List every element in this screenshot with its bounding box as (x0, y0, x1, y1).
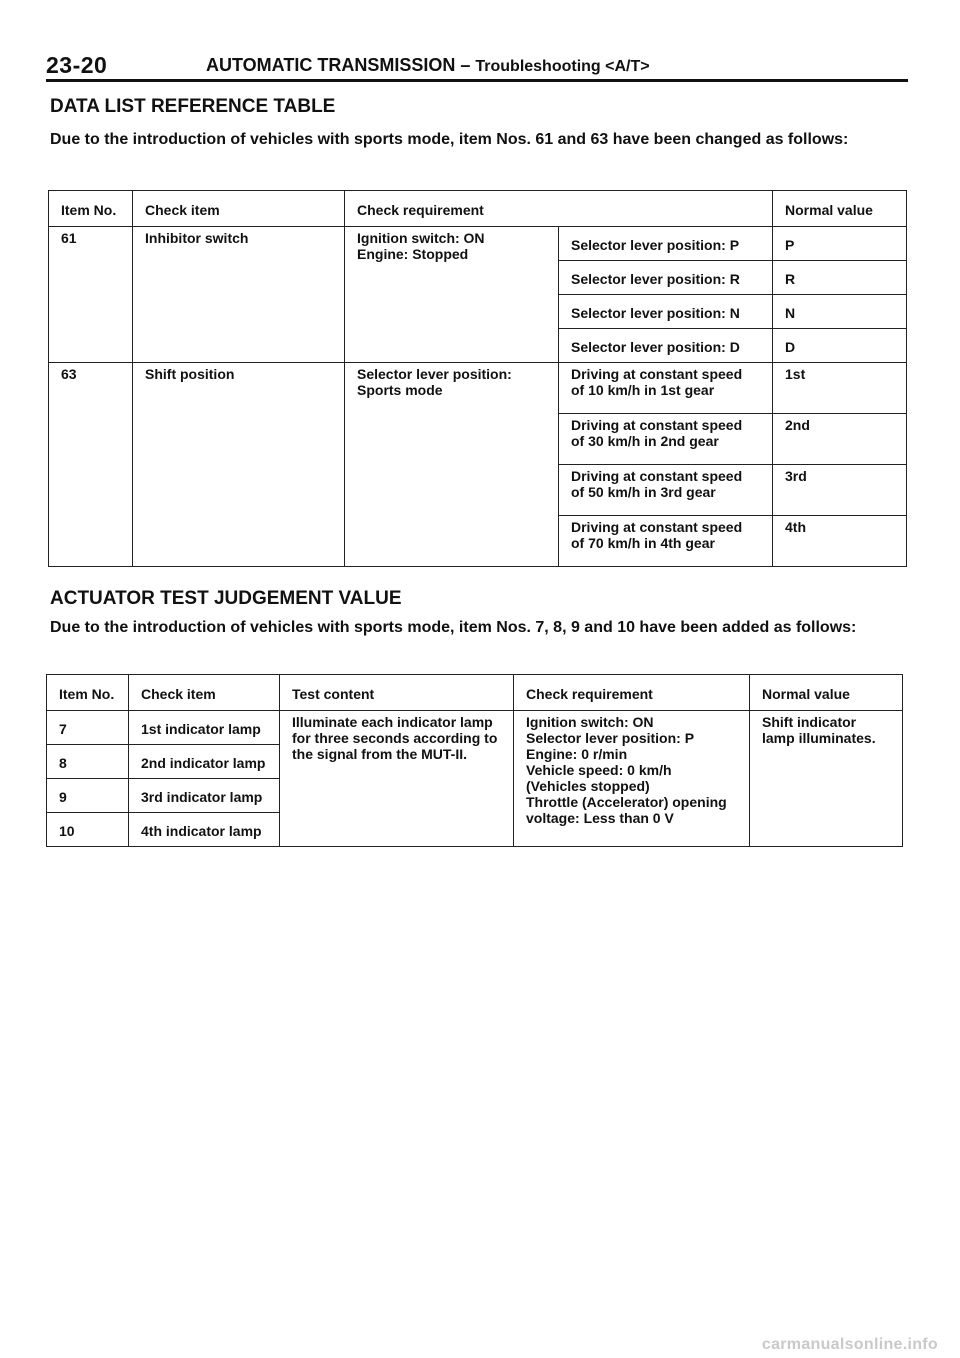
page-number: 23-20 (46, 52, 108, 78)
check-item: 4th indicator lamp (129, 813, 280, 847)
item-no: 63 (49, 363, 133, 567)
col-header: Check item (133, 191, 345, 227)
table-header-row (47, 675, 903, 711)
condition-line: Driving at constant speed (571, 417, 743, 433)
col-header: Normal value (773, 191, 907, 227)
normal-value: 2nd (773, 414, 907, 465)
requirement-line: Ignition switch: ON (357, 230, 485, 246)
requirement-line: Throttle (Accelerator) opening (526, 794, 727, 810)
check-item: Shift position (133, 363, 345, 567)
col-header: Test content (280, 675, 514, 711)
check-item: Inhibitor switch (133, 227, 345, 363)
actuator-intro: Due to the introduction of vehicles with sports mode, item Nos. 7, 8, 9 and 10 have been added as follows: (50, 619, 857, 636)
actuator-title: ACTUATOR TEST JUDGEMENT VALUE (50, 588, 402, 609)
title-dash: – (460, 55, 471, 75)
col-header: Check requirement (345, 191, 773, 227)
requirement-line: Selector lever position: (357, 366, 512, 382)
item-no: 61 (49, 227, 133, 363)
normal-value: N (773, 295, 907, 329)
actuator-table (46, 674, 903, 847)
condition-line: of 10 km/h in 1st gear (571, 382, 715, 398)
test-content-line: for three seconds according to (292, 730, 498, 746)
table-row (49, 227, 907, 261)
check-requirement (345, 363, 559, 567)
condition (559, 363, 773, 414)
normal-value-line: lamp illuminates. (762, 730, 876, 746)
check-requirement (514, 711, 750, 847)
check-item: 3rd indicator lamp (129, 779, 280, 813)
condition-line: of 50 km/h in 3rd gear (571, 484, 716, 500)
condition (559, 516, 773, 567)
requirement-line: (Vehicles stopped) (526, 778, 650, 794)
normal-value: 3rd (773, 465, 907, 516)
normal-value: 4th (773, 516, 907, 567)
title-subtitle: Troubleshooting <A/T> (475, 58, 650, 75)
col-header: Item No. (47, 675, 129, 711)
condition-line: of 30 km/h in 2nd gear (571, 433, 719, 449)
data-list-title: DATA LIST REFERENCE TABLE (50, 96, 336, 117)
page-title (206, 55, 650, 76)
watermark: carmanualsonline.info (761, 1336, 938, 1353)
condition: Selector lever position: P (559, 227, 773, 261)
condition-line: Driving at constant speed (571, 366, 743, 382)
table-row (49, 363, 907, 414)
normal-value: P (773, 227, 907, 261)
condition: Selector lever position: D (559, 329, 773, 363)
col-header: Normal value (750, 675, 903, 711)
requirement-line: Selector lever position: P (526, 730, 695, 746)
check-item: 2nd indicator lamp (129, 745, 280, 779)
col-header: Check item (129, 675, 280, 711)
test-content-line: Illuminate each indicator lamp (292, 714, 493, 730)
normal-value (750, 711, 903, 847)
condition-line: of 70 km/h in 4th gear (571, 535, 715, 551)
title-main: AUTOMATIC TRANSMISSION (206, 55, 456, 75)
item-no: 9 (47, 779, 129, 813)
requirement-line: Engine: 0 r/min (526, 746, 628, 762)
test-content (280, 711, 514, 847)
condition-line: Driving at constant speed (571, 468, 743, 484)
check-item: 1st indicator lamp (129, 711, 280, 745)
item-no: 7 (47, 711, 129, 745)
normal-value: D (773, 329, 907, 363)
col-header: Item No. (49, 191, 133, 227)
requirement-line: voltage: Less than 0 V (526, 810, 674, 826)
check-requirement (345, 227, 559, 363)
item-no: 10 (47, 813, 129, 847)
normal-value: R (773, 261, 907, 295)
requirement-line: Ignition switch: ON (526, 714, 654, 730)
data-list-intro: Due to the introduction of vehicles with sports mode, item Nos. 61 and 63 have been changed as follows: (50, 131, 849, 148)
requirement-line: Sports mode (357, 382, 443, 398)
normal-value-line: Shift indicator (762, 714, 857, 730)
condition-line: Driving at constant speed (571, 519, 743, 535)
normal-value: 1st (773, 363, 907, 414)
requirement-line: Engine: Stopped (357, 246, 469, 262)
table-header-row (49, 191, 907, 227)
page-header (46, 52, 908, 82)
requirement-line: Vehicle speed: 0 km/h (526, 762, 672, 778)
data-list-table (48, 190, 907, 567)
col-header: Check requirement (514, 675, 750, 711)
condition: Selector lever position: R (559, 261, 773, 295)
condition: Selector lever position: N (559, 295, 773, 329)
test-content-line: the signal from the MUT-II. (292, 746, 468, 762)
condition (559, 414, 773, 465)
table-row (47, 711, 903, 745)
header-rule (46, 79, 908, 82)
item-no: 8 (47, 745, 129, 779)
condition (559, 465, 773, 516)
